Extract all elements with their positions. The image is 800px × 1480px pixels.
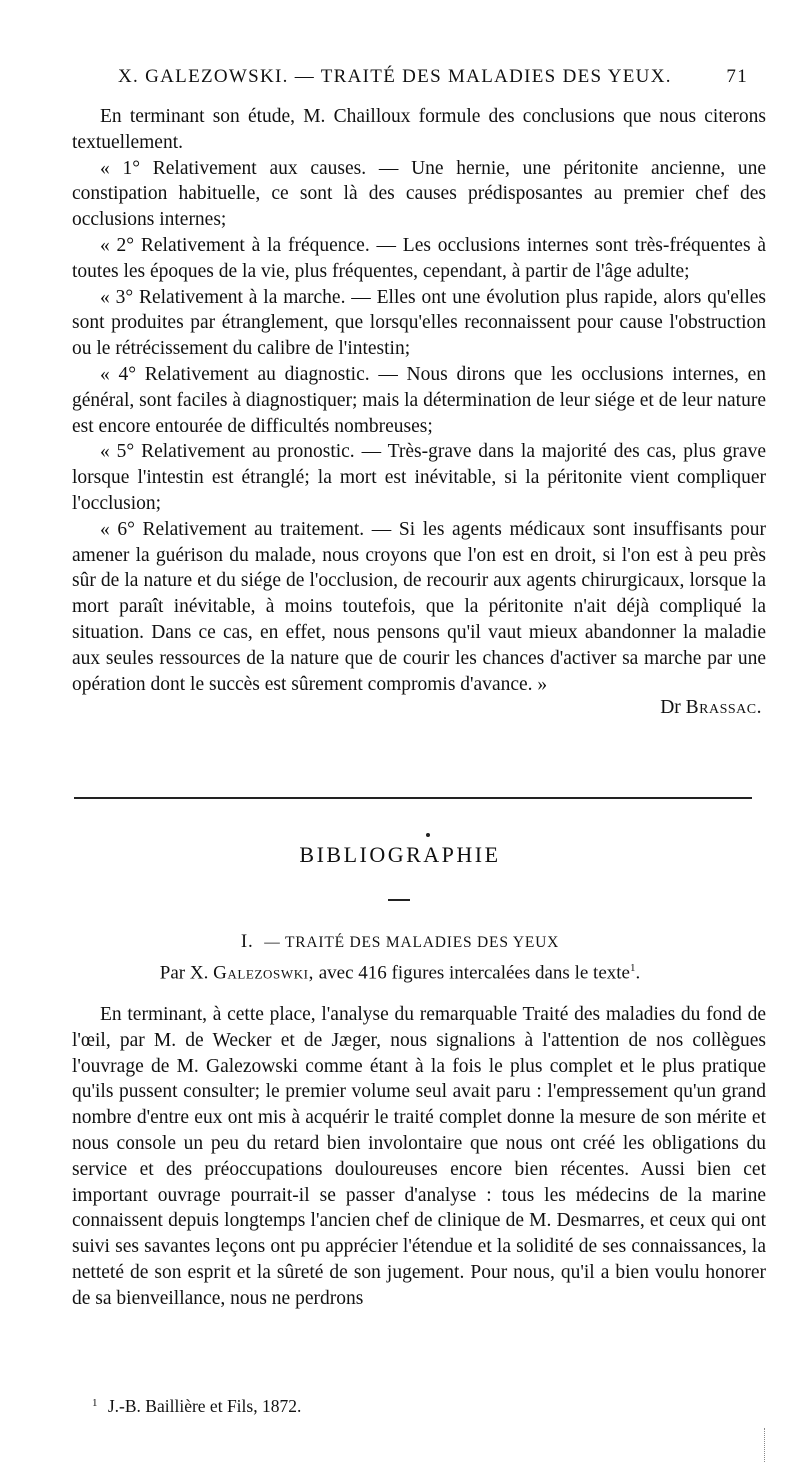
signature-title: Dr xyxy=(660,697,681,719)
signature xyxy=(72,697,766,719)
paragraph: « 6° Relativement au traitement. — Si les agents médicaux sont insuffisants pour amener la guérison du malade, nous croyons que l'on est en droit, si l'on est à peu près sûr de la nature et du siége de l'occlusion, de recourir aux agents chirurgicaux, lorsque la mort paraît inévitable, à moins toutefois, que la péritonite n'ait déjà compliqué la situation. Dans ce cas, en effet, nous pensons qu'il vaut mieux abandonner la maladie aux seules ressources de la nature que de courir les chances d'activer sa marche par une opération dont le succès est sûrement compromis d'avance. » xyxy=(72,518,766,695)
signature-name: Brassac. xyxy=(685,697,762,719)
article-body xyxy=(72,104,766,719)
paragraph: « 2° Relativement à la fréquence. — Les occlusions internes sont très-fréquentes à toutes les époques de la vie, plus fréquentes, cependant, à partir de l'âge adulte; xyxy=(72,234,766,282)
page-edge-mark xyxy=(764,1428,766,1462)
section-divider xyxy=(74,797,752,799)
item-number: I. xyxy=(240,931,254,952)
paragraph: En terminant son étude, M. Chailloux formule des conclusions que nous citerons textuellement. xyxy=(72,106,766,153)
byline: Par X. Galezoswki, avec 416 figures intercalées dans le texte$^1$. xyxy=(159,962,641,984)
heading-rule xyxy=(388,899,410,901)
section-heading: BIBLIOGRAPHIE xyxy=(299,842,501,867)
page-number: 71 xyxy=(726,66,748,87)
paragraph: « 4° Relativement au diagnostic. — Nous dirons que les occlusions internes, en général, sont faciles à diagnostiquer; mais la détermination de leur siége et de leur nature est encore entourée de difficultés nombreuses; xyxy=(72,363,766,437)
paragraph: « 5° Relativement au pronostic. — Très-grave dans la majorité des cas, plus grave lorsque l'intestin est étranglé; la mort est inévitable, si la péritonite vient compliquer l'occlusion; xyxy=(72,441,766,514)
footnote xyxy=(92,1396,301,1417)
paragraph: « 3° Relativement à la marche. — Elles ont une évolution plus rapide, alors qu'elles sont produites par étranglement, que lorsqu'elles reconnaissent pour cause l'obstruction ou le rétrécissement du calibre de l'intestin; xyxy=(72,286,766,360)
footnote-reference: 1 xyxy=(629,962,636,974)
footnote-mark: 1 xyxy=(92,1397,98,1409)
byline-suffix: avec 416 figures intercalées dans le texte xyxy=(318,962,630,984)
bibliography-item-title xyxy=(0,931,800,953)
byline-author: Galezoswki, xyxy=(213,962,314,984)
divider-dot xyxy=(426,833,430,837)
footnote-text: J.-B. Baillière et Fils, 1872. xyxy=(107,1396,302,1416)
byline-prefix: Par X. xyxy=(159,962,209,984)
review-paragraph: En terminant, à cette place, l'analyse du remarquable Traité des maladies du fond de l'œil, par M. de Wecker et de Jæger, nous signalions à l'attention de nos collègues l'ouvrage de M. Galezowski comme étant à la fois le plus complet et le plus pratique qu'ils pussent consulter; le premier volume seul avait paru : l'empressement qu'un grand nombre d'entre eux ont mis à acquérir le traité complet donne la mesure de son mérite et nous console un peu du retard bien involontaire que nous ont créé les obligations du service et des préoccupations douloureuses encore bien récentes. Aussi bien cet important ouvrage pourrait-il se passer d'analyse : tous les médecins de la marine connaissent depuis longtemps l'ancien chef de clinique de M. Desmarres, et ceux qui ont suivi ses savantes leçons ont pu apprécier l'étendue et la solidité de ses connaissances, la netteté de son esprit et la sûreté de son jugement. Pour nous, qu'il a bien voulu honorer de sa bienveillance, nous ne perdrons xyxy=(72,1004,766,1309)
item-title: — TRAITÉ DES MALADIES DES YEUX xyxy=(264,934,560,951)
review-body xyxy=(72,1002,766,1312)
paragraph: « 1° Relativement aux causes. — Une hernie, une péritonite ancienne, une constipation habituelle, ce sont là des causes prédisposantes au premier chef des occlusions internes; xyxy=(72,157,766,231)
running-title: X. GALEZOWSKI. — TRAITÉ DES MALADIES DES YEUX. xyxy=(118,66,672,87)
